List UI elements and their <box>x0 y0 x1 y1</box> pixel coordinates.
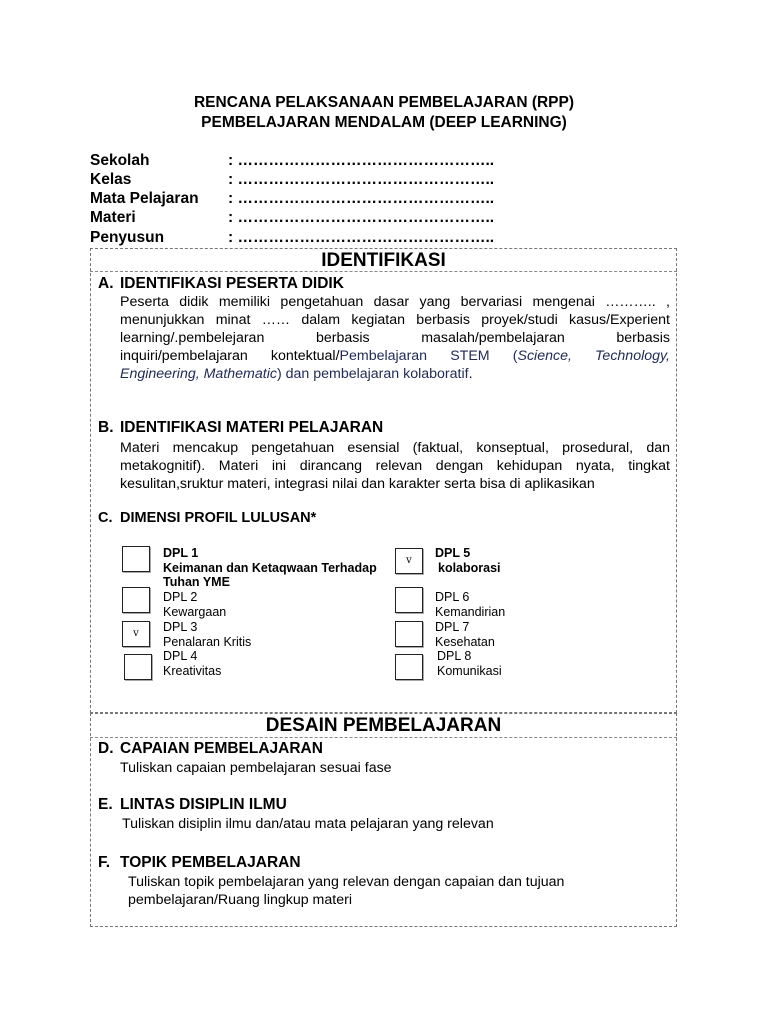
paragraph-a-line3: learning/.pembelejaran berbasis masalah/pembelajaran berbasis <box>120 330 670 346</box>
dpl7-name: Kesehatan <box>435 634 495 649</box>
paragraph-a-line5 <box>120 365 670 383</box>
heading-d-letter: D. <box>98 740 114 757</box>
heading-b-title: IDENTIFIKASI MATERI PELAJARAN <box>120 419 384 436</box>
heading-c-title: DIMENSI PROFIL LULUSAN* <box>120 510 317 526</box>
desain-band: DESAIN PEMBELAJARAN <box>90 714 677 738</box>
dpl8-checkbox[interactable] <box>395 654 423 680</box>
heading-b-letter: B. <box>98 419 114 436</box>
heading-e-letter: E. <box>98 796 113 813</box>
heading-a-title: IDENTIFIKASI PESERTA DIDIK <box>120 275 344 292</box>
dpl7-code: DPL 7 <box>435 620 470 634</box>
dpl2-name: Kewargaan <box>163 604 227 619</box>
dpl6-code: DPL 6 <box>435 590 470 604</box>
heading-d-title: CAPAIAN PEMBELAJARAN <box>120 740 323 757</box>
paragraph-b-line1: Materi mencakup pengetahuan esensial (faktual, konseptual, prosedural, dan <box>120 440 670 456</box>
heading-e <box>98 796 287 814</box>
dpl1-label <box>163 546 377 590</box>
dpl4-name: Kreativitas <box>163 663 222 678</box>
paragraph-a-line4-part1: inquiri/pembelajaran kontektual/ <box>120 348 340 364</box>
paragraph-a-line1: Peserta didik memiliki pengetahuan dasar yang bervariasi mengenai ……….. , <box>120 294 670 310</box>
heading-c <box>98 510 316 526</box>
dpl3-checkbox[interactable]: v <box>122 621 150 647</box>
document-title-line1: RENCANA PELAKSANAAN PEMBELAJARAN (RPP) <box>193 94 575 111</box>
paragraph-a-line4-part3: Science, Technology, <box>517 348 670 364</box>
dpl7-label <box>435 620 495 649</box>
heading-f-title: TOPIK PEMBELAJARAN <box>120 854 301 871</box>
dpl1-name: Keimanan dan Ketaqwaan Terhadap <box>163 560 377 575</box>
dpl5-label <box>435 546 501 575</box>
identifikasi-band: IDENTIFIKASI <box>90 249 677 272</box>
meta-label-sekolah: Sekolah <box>90 152 150 169</box>
meta-value-penyusun: : ………………………………………….. <box>228 229 495 246</box>
dpl6-label <box>435 590 505 619</box>
dpl3-code: DPL 3 <box>163 620 198 634</box>
meta-label-penyusun: Penyusun <box>90 229 165 246</box>
heading-e-title: LINTAS DISIPLIN ILMU <box>120 796 287 813</box>
dpl1-code: DPL 1 <box>163 546 199 560</box>
meta-value-mata-pelajaran: : ………………………………………….. <box>228 190 495 207</box>
paragraph-a-line4-part2: Pembelajaran STEM ( <box>339 348 518 364</box>
heading-f <box>98 854 301 872</box>
paragraph-a-line4 <box>120 347 670 365</box>
dpl1-name-line2: Tuhan YME <box>163 575 230 589</box>
heading-b <box>98 419 383 437</box>
heading-a-letter: A. <box>98 275 114 292</box>
heading-d <box>98 740 323 758</box>
dpl6-name: Kemandirian <box>435 604 506 619</box>
heading-f-letter: F. <box>98 854 111 871</box>
dpl3-label <box>163 620 251 649</box>
dpl1-checkbox[interactable] <box>122 546 150 572</box>
dpl7-checkbox[interactable] <box>395 621 423 647</box>
heading-a <box>98 275 344 293</box>
paragraph-a-line2: menunjukkan minat …… dalam kegiatan berbasis proyek/studi kasus/Experient <box>120 312 670 328</box>
meta-label-materi: Materi <box>90 209 136 226</box>
paragraph-b <box>120 439 670 493</box>
dpl3-name: Penalaran Kritis <box>163 634 252 649</box>
dpl4-checkbox[interactable] <box>124 654 152 680</box>
meta-label-kelas: Kelas <box>90 171 132 188</box>
dpl4-code: DPL 4 <box>163 649 198 663</box>
heading-c-letter: C. <box>98 510 113 526</box>
dpl2-label <box>163 590 226 619</box>
dpl2-code: DPL 2 <box>163 590 198 604</box>
dpl5-code: DPL 5 <box>435 546 471 560</box>
paragraph-a-line5-part3: . <box>468 366 473 382</box>
paragraph-d: Tuliskan capaian pembelajaran sesuai fase <box>120 760 392 776</box>
dpl4-label <box>163 649 221 678</box>
document-title-line2: PEMBELAJARAN MENDALAM (DEEP LEARNING) <box>201 114 567 131</box>
dpl8-name: Komunikasi <box>437 663 502 678</box>
dpl5-name: kolaborasi <box>438 560 501 575</box>
paragraph-f-line1: Tuliskan topik pembelajaran yang relevan dengan capaian dan tujuan <box>128 874 565 890</box>
meta-label-mata-pelajaran: Mata Pelajaran <box>90 190 199 207</box>
meta-value-materi: : ………………………………………….. <box>228 209 495 226</box>
dpl5-checkbox[interactable]: v <box>395 548 423 574</box>
dpl2-checkbox[interactable] <box>122 587 150 613</box>
paragraph-a-line5-part1: Engineering, Mathematic <box>120 366 277 382</box>
meta-value-kelas: : ………………………………………….. <box>228 171 495 188</box>
paragraph-b-line3: kesulitan,sruktur materi, integrasi nilai dan karakter serta bisa di aplikasikan <box>120 476 595 492</box>
meta-value-sekolah: : ………………………………………….. <box>228 152 495 169</box>
paragraph-e: Tuliskan disiplin ilmu dan/atau mata pelajaran yang relevan <box>122 816 494 832</box>
dpl6-checkbox[interactable] <box>395 587 423 613</box>
paragraph-a <box>120 293 670 383</box>
paragraph-f-line2: pembelajaran/Ruang lingkup materi <box>128 892 352 908</box>
paragraph-b-line2: metakognitif). Materi ini dirancang relevan dengan kehidupan nyata, tingkat <box>120 458 670 474</box>
dpl8-code: DPL 8 <box>437 649 472 663</box>
dpl8-label <box>437 649 502 678</box>
paragraph-a-line5-part2: ) dan pembelajaran kolaboratif <box>276 366 469 382</box>
